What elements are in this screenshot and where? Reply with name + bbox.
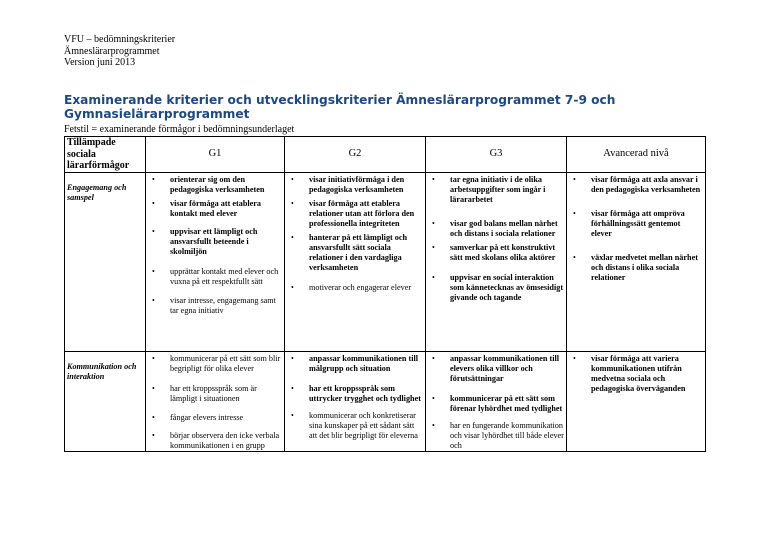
criterion-item (148, 227, 282, 257)
criterion-text: anpassar kommunikationen till elevers olika villkor och förutsättningar (450, 353, 560, 383)
document-header (64, 34, 175, 69)
bullet-icon: • (432, 353, 435, 363)
criterion-text: kommunicerar på ett sätt som blir begripligt för olika elever (170, 353, 281, 373)
criterion-text: visar god balans mellan närhet och distans i sociala relationer (450, 218, 558, 238)
criteria-cell-g1 (146, 351, 285, 451)
legend-note: Fetstil = examinerande förmågor i bedömningsunderlaget (64, 124, 295, 135)
criterion-item (428, 354, 564, 384)
row-label: Kommunikation och interaktion (65, 351, 146, 451)
header-g2: G2 (285, 137, 426, 173)
criteria-cell-g3 (426, 351, 567, 451)
criteria-cell-g3 (426, 172, 567, 351)
bullet-icon: • (432, 420, 435, 430)
criterion-text: kommunicerar på ett sätt som förenar lyhördhet med tydlighet (450, 393, 563, 413)
header-category: Tillämpade sociala lärarförmågor (65, 137, 146, 173)
document-title: Examinerande kriterier och utvecklingskriterier Ämneslärarprogrammet 7-9 och Gymnasielärarprogrammet (64, 93, 616, 122)
criterion-text: har ett kroppsspråk som uttrycker trygghet och tydlighet (309, 383, 421, 403)
bullet-icon: • (291, 353, 294, 363)
criterion-item (428, 421, 564, 451)
criterion-text: hanterar på ett lämpligt och ansvarsfullt sätt sociala relationer i den vardagliga verksamheten (309, 232, 408, 272)
criterion-text: har en fungerande kommunikation och visar lyhördhet till både elever och (450, 420, 564, 450)
criteria-cell-advanced (567, 172, 706, 351)
criterion-item (287, 354, 423, 374)
criterion-text: uppvisar en social interaktion som kännetecknas av ömsesidigt givande och tagande (450, 272, 564, 302)
criterion-item (569, 354, 703, 394)
criterion-text: visar förmåga att etablera relationer utan att förlora den professionella integriteten (309, 198, 415, 228)
criterion-text: samverkar på ett konstruktivt sätt med skolans olika aktörer (450, 242, 556, 262)
header-g1: G1 (146, 137, 285, 173)
criterion-text: motiverar och engagerar elever (309, 282, 412, 292)
bullet-icon: • (291, 383, 294, 393)
criterion-item (148, 267, 282, 287)
criterion-item (148, 175, 282, 195)
criterion-item (287, 283, 423, 293)
bullet-icon: • (152, 295, 155, 305)
bullet-icon: • (573, 252, 576, 262)
bullet-icon: • (152, 412, 155, 422)
criterion-text: växlar medvetet mellan närhet och distans i olika sociala relationer (591, 252, 698, 282)
bullet-icon: • (152, 266, 155, 276)
criteria-cell-g1 (146, 172, 285, 351)
criterion-item (569, 175, 703, 195)
criterion-item (148, 199, 282, 219)
criterion-text: uppvisar ett lämpligt och ansvarsfullt beteende i skolmiljön (170, 226, 258, 256)
criterion-item (148, 384, 282, 404)
criteria-cell-g2 (285, 172, 426, 351)
criteria-table (64, 136, 706, 452)
bullet-icon: • (291, 174, 294, 184)
criterion-item (287, 175, 423, 195)
bullet-icon: • (573, 353, 576, 363)
bullet-icon: • (291, 410, 294, 420)
criterion-item (428, 394, 564, 414)
criterion-item (569, 253, 703, 283)
criterion-item (148, 354, 282, 374)
header-line-3: Version juni 2013 (64, 57, 136, 68)
criterion-item (148, 431, 282, 451)
criterion-text: visar förmåga att ompröva förhållningssätt gentemot elever (591, 208, 685, 238)
criteria-cell-g2 (285, 351, 426, 451)
criterion-text: fångar elevers intresse (170, 412, 244, 422)
criterion-text: upprättar kontakt med elever och vuxna på ett respektfullt sätt (170, 266, 279, 286)
bullet-icon: • (573, 174, 576, 184)
criterion-item (428, 175, 564, 205)
bullet-icon: • (432, 393, 435, 403)
criterion-text: visar förmåga att variera kommunikationen utifrån medvetna sociala och pedagogiska överväganden (591, 353, 686, 393)
table-row (65, 351, 706, 451)
criterion-item (428, 219, 564, 239)
bullet-icon: • (432, 242, 435, 252)
criterion-text: kommunicerar och konkretiserar sina kunskaper på ett sådant sätt att det blir begripligt för eleverna (309, 410, 418, 440)
bullet-icon: • (432, 272, 435, 282)
header-advanced: Avancerad nivå (567, 137, 706, 173)
criterion-item (569, 209, 703, 239)
bullet-icon: • (152, 383, 155, 393)
criterion-text: visar intresse, engagemang samt tar egna initiativ (170, 295, 276, 315)
bullet-icon: • (291, 232, 294, 242)
header-g3: G3 (426, 137, 567, 173)
criterion-text: visar förmåga att etablera kontakt med elever (170, 198, 262, 218)
criterion-item (287, 199, 423, 229)
criterion-text: tar egna initiativ i de olika arbetsuppgifter som ingår i lärararbetet (450, 174, 546, 204)
header-line-1: VFU – bedömningskriterier (64, 34, 176, 45)
bullet-icon: • (152, 430, 155, 440)
criterion-text: anpassar kommunikationen till målgrupp och situation (309, 353, 419, 373)
bullet-icon: • (152, 353, 155, 363)
row-label: Engagemang och samspel (65, 172, 146, 351)
criterion-text: orienterar sig om den pedagogiska verksamheten (170, 174, 265, 194)
bullet-icon: • (152, 198, 155, 208)
criterion-item (148, 296, 282, 316)
bullet-icon: • (573, 208, 576, 218)
criterion-item (428, 243, 564, 263)
bullet-icon: • (291, 198, 294, 208)
bullet-icon: • (291, 282, 294, 292)
criterion-item (287, 411, 423, 441)
criterion-item (287, 384, 423, 404)
table-row (65, 172, 706, 351)
criterion-item (148, 413, 282, 423)
bullet-icon: • (432, 174, 435, 184)
bullet-icon: • (152, 174, 155, 184)
bullet-icon: • (152, 226, 155, 236)
table-header-row (65, 137, 706, 173)
criteria-cell-advanced (567, 351, 706, 451)
criterion-item (428, 273, 564, 303)
criterion-item (287, 233, 423, 273)
criterion-text: har ett kroppsspråk som är lämpligt i situationen (170, 383, 257, 403)
header-line-2: Ämneslärarprogrammet (64, 45, 160, 57)
criterion-text: börjar observera den icke verbala kommunikationen i en grupp (170, 430, 280, 450)
criterion-text: visar initiativförmåga i den pedagogiska verksamheten (309, 174, 405, 194)
bullet-icon: • (432, 218, 435, 228)
criterion-text: visar förmåga att axla ansvar i den pedagogiska verksamheten (591, 174, 701, 194)
